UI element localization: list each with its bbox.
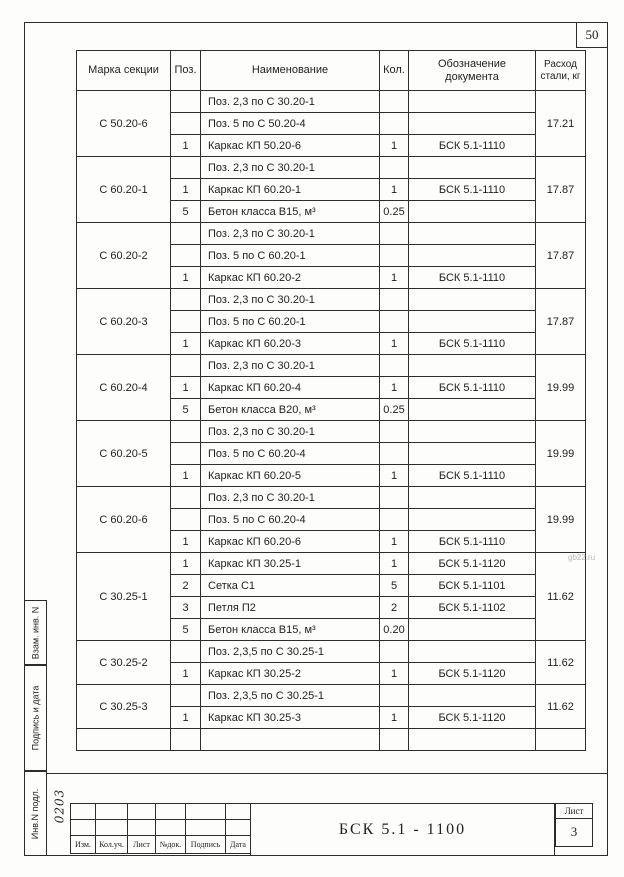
doc-cell: [409, 729, 536, 751]
section-mark-cell: С 60.20-2: [77, 223, 171, 289]
pos-cell: 1: [171, 553, 201, 575]
pos-cell: 1: [171, 465, 201, 487]
table-header-row: [77, 51, 586, 91]
pos-cell: [171, 157, 201, 179]
sheet-value: 3: [570, 824, 578, 839]
qty-cell: 1: [380, 377, 409, 399]
name-cell: Бетон класса В20, м³: [201, 399, 380, 421]
titleblock-cell: [156, 820, 186, 836]
name-cell: Поз. 2,3,5 по С 30.25-1: [201, 685, 380, 707]
sidebar-label: Взам. инв. N: [30, 606, 41, 659]
table-row: [77, 641, 586, 663]
steel-consumption-cell: 17.21: [536, 91, 586, 157]
doc-cell: БСК 5.1-1120: [409, 707, 536, 729]
steel-consumption-cell: 17.87: [536, 223, 586, 289]
qty-cell: [380, 443, 409, 465]
qty-cell: 0.25: [380, 399, 409, 421]
qty-cell: [380, 245, 409, 267]
section-mark-cell: С 50.20-6: [77, 91, 171, 157]
doc-cell: БСК 5.1-1110: [409, 179, 536, 201]
pos-cell: [171, 113, 201, 135]
header-pos: Поз.: [171, 51, 201, 91]
document-number: БСК 5.1 - 1100: [338, 820, 467, 838]
doc-cell: [409, 641, 536, 663]
name-cell: Каркас КП 30.25-1: [201, 553, 380, 575]
titleblock-empty-row: [71, 820, 251, 836]
qty-cell: [380, 311, 409, 333]
name-cell: Поз. 2,3 по С 30.20-1: [201, 355, 380, 377]
table-row: [77, 289, 586, 311]
sidebar-box-vzam-inv: [24, 600, 47, 665]
section-mark-cell: С 60.20-6: [77, 487, 171, 553]
titleblock-cell: [186, 804, 226, 820]
pos-cell: [171, 685, 201, 707]
section-mark-cell: С 60.20-4: [77, 355, 171, 421]
doc-cell: [409, 201, 536, 223]
pos-cell: [171, 289, 201, 311]
table-row: [77, 421, 586, 443]
header-doc: Обозначение документа: [409, 51, 536, 91]
steel-consumption-cell: 11.62: [536, 553, 586, 641]
steel-consumption-cell: 19.99: [536, 487, 586, 553]
qty-cell: [380, 421, 409, 443]
name-cell: Каркас КП 30.25-3: [201, 707, 380, 729]
doc-cell: [409, 685, 536, 707]
doc-cell: [409, 443, 536, 465]
doc-cell: БСК 5.1-1110: [409, 333, 536, 355]
section-mark-cell: С 60.20-5: [77, 421, 171, 487]
qty-cell: [380, 113, 409, 135]
doc-cell: [409, 91, 536, 113]
sheet-label: Лист: [556, 804, 592, 819]
doc-cell: [409, 113, 536, 135]
doc-cell: [409, 289, 536, 311]
pos-cell: [171, 641, 201, 663]
qty-cell: 1: [380, 553, 409, 575]
page-number-box: [576, 22, 608, 48]
doc-cell: [409, 487, 536, 509]
sidebar-box-podpis-data: [24, 665, 47, 771]
name-cell: Поз. 2,3 по С 30.20-1: [201, 223, 380, 245]
header-name: Наименование: [201, 51, 380, 91]
pos-cell: 2: [171, 575, 201, 597]
pos-cell: [171, 223, 201, 245]
qty-cell: [380, 355, 409, 377]
titleblock-empty-row: [71, 804, 251, 820]
doc-cell: [409, 355, 536, 377]
sheet-number-box: [555, 803, 593, 847]
section-mark-cell: С 30.25-3: [77, 685, 171, 729]
qty-cell: [380, 157, 409, 179]
name-cell: Поз. 2,3 по С 30.20-1: [201, 91, 380, 113]
doc-cell: БСК 5.1-1110: [409, 135, 536, 157]
steel-consumption-cell: 11.62: [536, 685, 586, 729]
name-cell: Каркас КП 60.20-5: [201, 465, 380, 487]
name-cell: Поз. 5 по С 50.20-4: [201, 113, 380, 135]
titleblock-cell: [128, 804, 156, 820]
pos-cell: [171, 91, 201, 113]
pos-cell: [171, 311, 201, 333]
name-cell: Каркас КП 60.20-3: [201, 333, 380, 355]
pos-cell: 1: [171, 707, 201, 729]
sidebar-label: Подпись и дата: [30, 685, 41, 751]
name-cell: Бетон класса В15, м³: [201, 619, 380, 641]
pos-cell: 1: [171, 377, 201, 399]
qty-cell: 1: [380, 663, 409, 685]
name-cell: Поз. 2,3 по С 30.20-1: [201, 289, 380, 311]
pos-cell: 1: [171, 663, 201, 685]
name-cell: Поз. 5 по С 60.20-1: [201, 311, 380, 333]
titleblock-divider-line: [24, 773, 608, 774]
section-mark-cell: [77, 729, 171, 751]
titleblock-cell: [96, 804, 128, 820]
section-mark-cell: С 30.25-1: [77, 553, 171, 641]
handwritten-inventory-number: 0203: [52, 788, 67, 824]
pos-cell: [171, 245, 201, 267]
pos-cell: 1: [171, 333, 201, 355]
pos-cell: [171, 421, 201, 443]
qty-cell: 0.20: [380, 619, 409, 641]
name-cell: Поз. 5 по С 60.20-4: [201, 443, 380, 465]
qty-cell: 0.25: [380, 201, 409, 223]
titleblock-label-podpis: Подпись: [186, 836, 226, 854]
steel-consumption-cell: 11.62: [536, 641, 586, 685]
name-cell: Сетка С1: [201, 575, 380, 597]
doc-cell: [409, 421, 536, 443]
steel-consumption-cell: 19.99: [536, 355, 586, 421]
doc-cell: БСК 5.1-1110: [409, 267, 536, 289]
doc-cell: БСК 5.1-1101: [409, 575, 536, 597]
table-row: [77, 355, 586, 377]
doc-cell: БСК 5.1-1110: [409, 531, 536, 553]
qty-cell: 1: [380, 333, 409, 355]
name-cell: Бетон класса В15, м³: [201, 201, 380, 223]
name-cell: Поз. 2,3 по С 30.20-1: [201, 157, 380, 179]
name-cell: Каркас КП 60.20-4: [201, 377, 380, 399]
qty-cell: [380, 729, 409, 751]
pos-cell: [171, 509, 201, 531]
titleblock-cell: [226, 804, 251, 820]
doc-cell: [409, 619, 536, 641]
name-cell: Поз. 5 по С 60.20-1: [201, 245, 380, 267]
table-row: [77, 685, 586, 707]
name-cell: Каркас КП 60.20-1: [201, 179, 380, 201]
titleblock-cell: [96, 820, 128, 836]
qty-cell: 1: [380, 179, 409, 201]
header-steel: Расход стали, кг: [536, 51, 586, 91]
name-cell: Каркас КП 30.25-2: [201, 663, 380, 685]
qty-cell: [380, 509, 409, 531]
pos-cell: 1: [171, 267, 201, 289]
name-cell: Поз. 5 по С 60.20-4: [201, 509, 380, 531]
watermark-text: gb22.ru: [568, 553, 596, 562]
section-mark-cell: С 30.25-2: [77, 641, 171, 685]
name-cell: [201, 729, 380, 751]
table-row: [77, 487, 586, 509]
qty-cell: [380, 223, 409, 245]
qty-cell: 1: [380, 267, 409, 289]
titleblock-cell: [128, 820, 156, 836]
qty-cell: [380, 289, 409, 311]
qty-cell: [380, 487, 409, 509]
section-mark-cell: С 60.20-3: [77, 289, 171, 355]
name-cell: Петля П2: [201, 597, 380, 619]
titleblock-cell: [71, 804, 96, 820]
name-cell: Поз. 2,3 по С 30.20-1: [201, 421, 380, 443]
pos-cell: [171, 355, 201, 377]
doc-cell: [409, 245, 536, 267]
titleblock-cell: [226, 820, 251, 836]
document-number-cell: [250, 803, 555, 856]
table-row: [77, 553, 586, 575]
pos-cell: 5: [171, 619, 201, 641]
pos-cell: 3: [171, 597, 201, 619]
pos-cell: [171, 487, 201, 509]
table-row: [77, 729, 586, 751]
titleblock-cell: [71, 820, 96, 836]
titleblock-cell: [156, 804, 186, 820]
pos-cell: 1: [171, 531, 201, 553]
qty-cell: 1: [380, 707, 409, 729]
titleblock-labels-row: [71, 836, 251, 854]
table-row: [77, 91, 586, 113]
titleblock-label-izm: Изм.: [71, 836, 96, 854]
pos-cell: 1: [171, 179, 201, 201]
header-mark: Марка секции: [77, 51, 171, 91]
titleblock-label-list: Лист: [128, 836, 156, 854]
qty-cell: 2: [380, 597, 409, 619]
qty-cell: 1: [380, 465, 409, 487]
qty-cell: [380, 641, 409, 663]
titleblock-revision-table: [70, 803, 251, 854]
qty-cell: 1: [380, 135, 409, 157]
pos-cell: 1: [171, 135, 201, 157]
name-cell: Каркас КП 60.20-2: [201, 267, 380, 289]
doc-cell: БСК 5.1-1110: [409, 377, 536, 399]
name-cell: Поз. 2,3 по С 30.20-1: [201, 487, 380, 509]
pos-cell: [171, 729, 201, 751]
table-row: [77, 223, 586, 245]
sidebar-label: Инв.N подл.: [30, 788, 41, 839]
doc-cell: БСК 5.1-1110: [409, 465, 536, 487]
doc-cell: [409, 399, 536, 421]
header-qty: Кол.: [380, 51, 409, 91]
doc-cell: [409, 223, 536, 245]
pos-cell: 5: [171, 201, 201, 223]
qty-cell: 5: [380, 575, 409, 597]
titleblock-cell: [186, 820, 226, 836]
name-cell: Каркас КП 60.20-6: [201, 531, 380, 553]
qty-cell: [380, 91, 409, 113]
table-row: [77, 157, 586, 179]
titleblock-label-data: Дата: [226, 836, 251, 854]
titleblock-label-ndok: №док.: [156, 836, 186, 854]
qty-cell: 1: [380, 531, 409, 553]
steel-consumption-cell: [536, 729, 586, 751]
steel-consumption-cell: 17.87: [536, 289, 586, 355]
section-mark-cell: С 60.20-1: [77, 157, 171, 223]
titleblock-label-koluch: Кол.уч.: [96, 836, 128, 854]
doc-cell: [409, 157, 536, 179]
doc-cell: [409, 509, 536, 531]
pos-cell: 5: [171, 399, 201, 421]
sidebar-box-inv-podl: [24, 771, 47, 856]
steel-consumption-cell: 17.87: [536, 157, 586, 223]
doc-cell: БСК 5.1-1120: [409, 553, 536, 575]
doc-cell: БСК 5.1-1102: [409, 597, 536, 619]
steel-consumption-cell: 19.99: [536, 421, 586, 487]
doc-cell: БСК 5.1-1120: [409, 663, 536, 685]
page-number: 50: [585, 27, 599, 42]
name-cell: Каркас КП 50.20-6: [201, 135, 380, 157]
qty-cell: [380, 685, 409, 707]
doc-cell: [409, 311, 536, 333]
specification-table: [76, 50, 586, 751]
pos-cell: [171, 443, 201, 465]
name-cell: Поз. 2,3,5 по С 30.25-1: [201, 641, 380, 663]
